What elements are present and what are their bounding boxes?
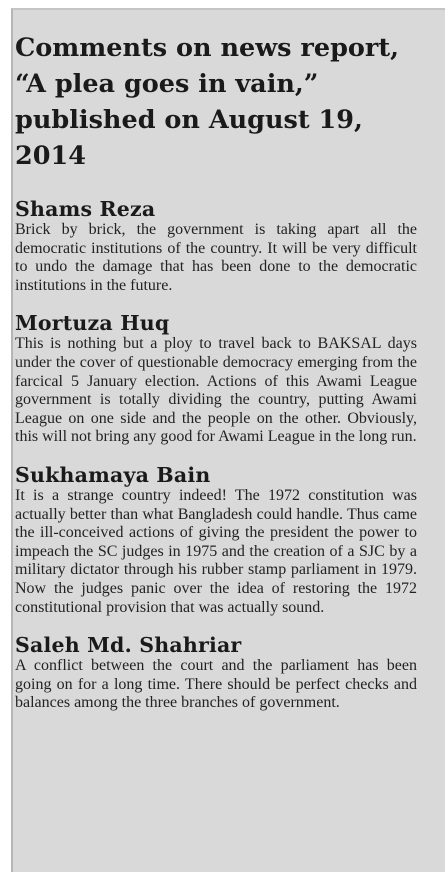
comment-mortuza-huq xyxy=(15,311,417,447)
comment-text: Brick by brick, the government is taking apart all the democratic institutions of the country. It will be very difficult to undo the damage that has been done to the democratic institutions in the future. xyxy=(15,221,417,294)
title-line-3: published on August 19, 2014 xyxy=(15,105,363,171)
comment-author: Shams Reza xyxy=(15,197,156,221)
comment-text: A conflict between the court and the parliament has been going on for a long time. There should be perfect checks and balances among the three branches of government. xyxy=(15,657,417,712)
comment-sukhamaya-bain xyxy=(15,463,417,617)
comment-text: It is a strange country indeed! The 1972 constitution was actually better than what Bangladesh could handle. Thus came the ill-conceived actions of giving the president the power to impeach the SC judges in 1975 and the creation of a SJC by a military dictator through his rubber stamp parliament in 1979. Now the judges panic over the idea of restoring the 1972 constitutional provision that was actually sound. xyxy=(15,486,417,616)
comment-author: Saleh Md. Shahriar xyxy=(15,633,242,658)
title-line-1: Comments on news report, xyxy=(15,33,400,63)
comments-list xyxy=(15,197,417,713)
comment-saleh-md-shahriar xyxy=(15,633,417,713)
comment-author: Sukhamaya Bain xyxy=(15,462,211,487)
comment-shams-reza xyxy=(15,197,417,295)
page-title xyxy=(15,30,417,174)
comments-article xyxy=(15,30,417,713)
comment-text: This is nothing but a ploy to travel back to BAKSAL days under the cover of questionable democracy emerging from the farcical 5 January election. Actions of this Awami League government is totally dividing the country, putting Awami League on one side and the people on the other. Obviously, this will not bring any good for Awami League in the long run. xyxy=(15,335,417,446)
title-line-2: “A plea goes in vain,” xyxy=(15,69,319,99)
comment-author: Mortuza Huq xyxy=(15,311,170,336)
